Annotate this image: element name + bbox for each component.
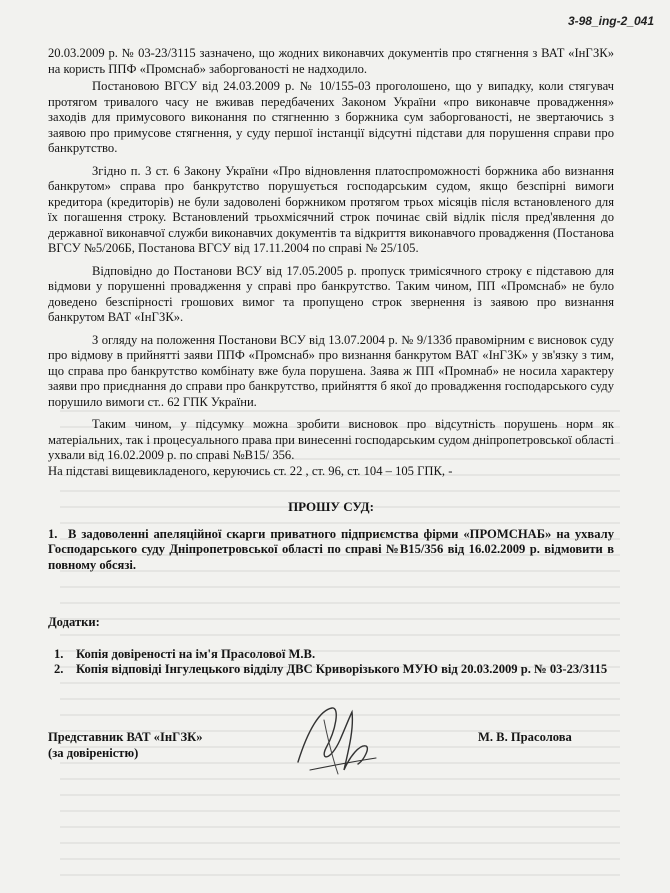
paragraph: З огляду на положення Постанови ВСУ від 13.07.2004 р. № 9/133б правомірним є висновок суду про відмову в прийнятті заяви ППФ «Промснаб» про визнання банкрутом ВАТ «ІнГЗК» у зв'язку з тим, що справа про банкрутство комбінату вже була порушена. Заява ж ПП «Промнаб» не носила характеру заяви про приєднання до справи про банкрутство, прийняття б якої до провадження господарського суду порушило вимоги ст.. 62 ГПК України. [48,332,614,409]
request-text: В задоволенні апеляційної скарги приватного підприємства фірми «ПРОМСНАБ» на ухвалу Господарського суду Дніпропетровської області по справі №В15/356 від 16.02.2009 р. відмовити в повному обсязі. [48,526,614,572]
paragraph: Таким чином, у підсумку можна зробити висновок про відсутність порушень норм як матеріальних, так і процесуального права при винесенні господарським судом дніпропетровської області ухвали від 16.02.2009 р. по справі №В15/ 356. [48,417,614,462]
signatory-role: Представник ВАТ «ІнГЗК» [48,729,203,744]
request-item [48,527,614,574]
document-body [48,46,614,770]
attachment-number: 2. [54,662,64,676]
signature-block [48,730,614,770]
request-heading: ПРОШУ СУД: [288,499,374,514]
paragraph: Згідно п. 3 ст. 6 Закону України «Про відновлення платоспроможності боржника або визнання банкрутом» справа про банкрутство порушується господарським судом, якщо безспірні вимоги кредитора (кредиторів) не були задоволені боржником протягом трьох місяців після встановленого для їх погашення строку. Встановлений трьохмісячний строк починає свій відлік після пред'явлення до державної виконавчої служби виконавчих документів та відкриття виконавчого провадження (Постанова ВГСУ №5/206Б, Постанова ВГСУ від 17.11.2004 по справі № 25/105. [48,163,614,255]
paragraph: Постановою ВГСУ від 24.03.2009 р. № 10/155-03 проголошено, що у випадку, коли стягувач протягом тривалого часу не вживав передбачених Законом України «про виконавче провадження» заходів для примусового виконання по стягненню з боржника сум заборгованості, не звертаючись з заявою про примусове стягнення, у суду першої інстанції відсутні підстави для порушення справи про банкрутство. [48,79,614,155]
paragraph: 20.03.2009 р. № 03-23/3115 зазначено, що жодних виконавчих документів про стягнення з ВАТ «ІнГЗК» на користь ППФ «Промснаб» заборгованості не надходило. [48,46,614,76]
signatory-authority-note: (за довіреністю) [48,745,139,760]
attachment-number: 1. [54,646,64,661]
paragraph: Відповідно до Постанови ВСУ від 17.05.2005 р. пропуск тримісячного строку є підставою для відмови у порушенні провадження у справі про банкрутство. Таким чином, ПП «Промснаб» не було доведено безспірності грошових вимог та пропущено строк звернення із заявою про визнання банкрутом ВАТ «ІнГЗК». [48,263,614,324]
attachments-list [48,647,614,678]
attachments-title: Додатки: [48,615,100,629]
attachment-item [48,662,614,678]
attachment-item [48,647,614,663]
paragraph: На підставі вищевикладеного, керуючись ст. 22 , ст. 96, ст. 104 – 105 ГПК, - [48,463,453,478]
request-number: 1. [48,526,58,541]
signatory-name: М. В. Прасолова [478,729,572,744]
attachment-text: Копія довіреності на ім'я Прасолової М.В. [76,646,316,661]
document-id: 3-98_ing-2_041 [567,14,654,28]
attachment-text: Копія відповіді Інгулецького відділу ДВС Криворізького МУЮ від 20.03.2009 р. № 03-23/3115 [76,662,608,676]
handwritten-signature [280,700,390,780]
